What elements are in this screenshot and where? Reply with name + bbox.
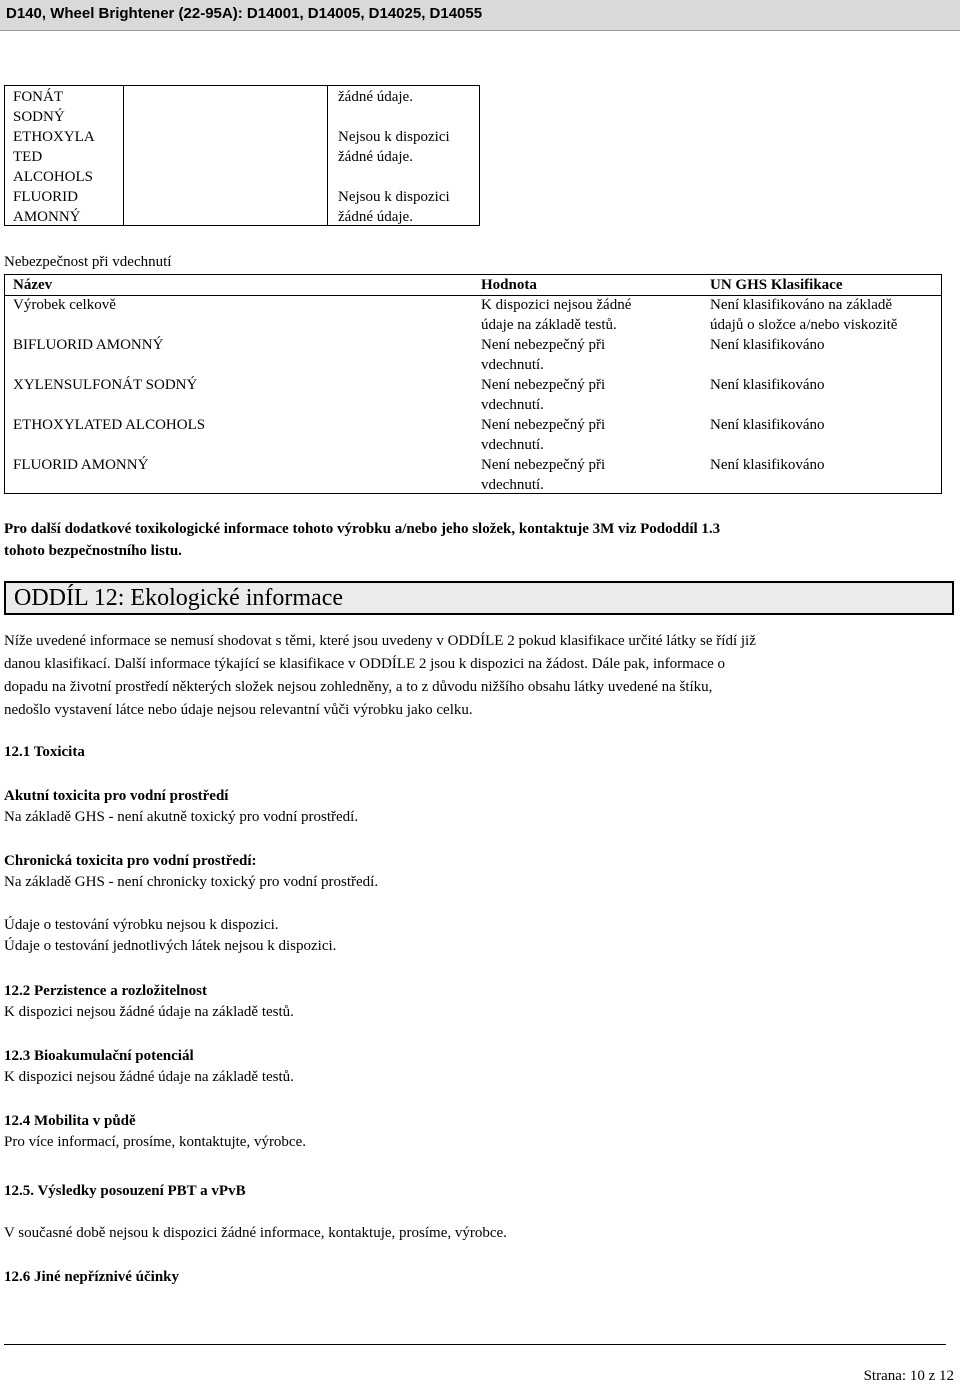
other-effects-heading: 12.6 Jiné nepříznivé účinky	[4, 1269, 180, 1285]
section-12-intro: Níže uvedené informace se nemusí shodovat s těmi, které jsou uvedeny v ODDÍLE 2 pokud klasifikace určité látky se řídí již danou klasifikací. Další informace týkající se klasifikace v ODDÍLE 2 jsou k dispozici na žádost. Dále pak, informace o dopadu na životní prostředí některých složek nejsou zohledněny, a to z důvodu nižšího obsahu látky uvedené na štíku, nedošlo vystavení látce nebo údaje nejsou relevantní vůči výrobku jako celku.	[4, 633, 756, 718]
page-number: Strana: 10 z 12	[863, 1368, 954, 1384]
table-divider	[327, 86, 328, 225]
document-title: D140, Wheel Brightener (22-95A): D14001, D14005, D14025, D14055	[6, 5, 483, 22]
table-row-classification: Není klasifikováno na základě údajů o složce a/nebo viskozitě	[710, 297, 898, 333]
section-12-heading	[4, 581, 954, 615]
chronic-toxicity-heading: Chronická toxicita pro vodní prostředí:	[4, 853, 257, 869]
mobility-text: Pro více informací, prosíme, kontaktujte, výrobce.	[4, 1134, 306, 1150]
table-row-classification: Není klasifikováno	[710, 337, 825, 353]
table-row-value: Není nebezpečný při vdechnutí.	[481, 457, 606, 493]
column-header-value: Hodnota	[481, 277, 537, 293]
table-row-name: FLUORID AMONNÝ	[13, 457, 149, 473]
chronic-toxicity-text: Na základě GHS - není chronicky toxický pro vodní prostředí.	[4, 874, 379, 890]
column-header-classification: UN GHS Klasifikace	[710, 277, 843, 293]
column-header-name: Název	[13, 277, 53, 293]
toxicity-heading: 12.1 Toxicita	[4, 744, 85, 760]
table-row-name: BIFLUORID AMONNÝ	[13, 337, 164, 353]
bioaccumulation-text: K dispozici nejsou žádné údaje na základě testů.	[4, 1069, 294, 1085]
toxicology-note: Pro další dodatkové toxikologické informace tohoto výrobku a/nebo jeho složek, kontaktuje 3M viz Pododdíl 1.3 tohoto bezpečnostního listu.	[4, 521, 721, 559]
table-value-column: žádné údaje. Nejsou k dispozici žádné údaje. Nejsou k dispozici žádné údaje.	[338, 89, 450, 225]
table-row-classification: Není klasifikováno	[710, 377, 825, 393]
mobility-heading: 12.4 Mobilita v půdě	[4, 1113, 136, 1129]
inhalation-table	[4, 274, 942, 494]
test-data-line-1: Údaje o testování výrobku nejsou k dispozici.	[4, 917, 279, 933]
pbt-heading: 12.5. Výsledky posouzení PBT a vPvB	[4, 1183, 246, 1199]
table-row-classification: Není klasifikováno	[710, 457, 825, 473]
table-row-name: Výrobek celkově	[13, 297, 116, 313]
test-data-line-2: Údaje o testování jednotlivých látek nejsou k dispozici.	[4, 938, 337, 954]
continuation-table	[4, 85, 480, 226]
table-row-value: Není nebezpečný při vdechnutí.	[481, 337, 606, 373]
persistence-text: K dispozici nejsou žádné údaje na základě testů.	[4, 1004, 294, 1020]
document-header	[0, 0, 960, 31]
table-row-value: Není nebezpečný při vdechnutí.	[481, 377, 606, 413]
bioaccumulation-heading: 12.3 Bioakumulační potenciál	[4, 1048, 194, 1064]
table-divider	[123, 86, 124, 225]
table-row-name: XYLENSULFONÁT SODNÝ	[13, 377, 198, 393]
inhalation-heading: Nebezpečnost při vdechnutí	[4, 254, 172, 270]
table-row-value: K dispozici nejsou žádné údaje na základě testů.	[481, 297, 632, 333]
section-12-title: ODDÍL 12: Ekologické informace	[14, 585, 344, 611]
footer-divider	[4, 1344, 946, 1345]
acute-toxicity-text: Na základě GHS - není akutně toxický pro vodní prostředí.	[4, 809, 359, 825]
persistence-heading: 12.2 Perzistence a rozložitelnost	[4, 983, 207, 999]
pbt-text: V současné době nejsou k dispozici žádné informace, kontaktuje, prosíme, výrobce.	[4, 1225, 507, 1241]
acute-toxicity-heading: Akutní toxicita pro vodní prostředí	[4, 788, 229, 804]
table-row-value: Není nebezpečný při vdechnutí.	[481, 417, 606, 453]
table-row: FONÁT SODNÝ ETHOXYLA TED ALCOHOLS FLUORID AMONNÝ	[13, 89, 95, 225]
table-row-name: ETHOXYLATED ALCOHOLS	[13, 417, 206, 433]
table-row-classification: Není klasifikováno	[710, 417, 825, 433]
